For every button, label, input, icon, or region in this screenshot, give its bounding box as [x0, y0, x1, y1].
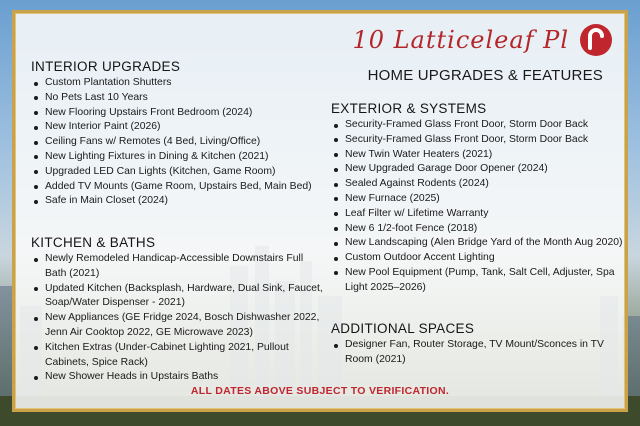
list-item: No Pets Last 10 Years	[31, 91, 321, 106]
list-item: Security-Framed Glass Front Door, Storm Door Back	[331, 118, 623, 133]
list-item: New Lighting Fixtures in Dining & Kitchen (2021)	[31, 150, 321, 165]
section-heading: KITCHEN & BATHS	[31, 235, 156, 250]
list-item: Upgraded LED Can Lights (Kitchen, Game Room)	[31, 165, 321, 180]
exterior-systems-list	[331, 118, 623, 296]
list-item: Kitchen Extras (Under-Cabinet Lighting 2021, Pullout Cabinets, Spice Rack)	[31, 341, 323, 371]
list-item: Leaf Filter w/ Lifetime Warranty	[331, 207, 623, 222]
list-item: New Shower Heads in Upstairs Baths	[31, 370, 323, 385]
list-item: Newly Remodeled Handicap-Accessible Downstairs Full Bath (2021)	[31, 252, 323, 282]
list-item: New Pool Equipment (Pump, Tank, Salt Cell, Adjuster, Spa Light 2025–2026)	[331, 266, 623, 296]
r-circle-logo-icon	[579, 23, 613, 57]
kitchen-baths-list	[31, 252, 323, 385]
list-item: New Landscaping (Alen Bridge Yard of the Month Aug 2020)	[331, 236, 623, 251]
list-item: New Upgraded Garage Door Opener (2024)	[331, 162, 623, 177]
header	[352, 23, 613, 84]
list-item: Security-Framed Glass Front Door, Storm Door Back	[331, 133, 623, 148]
list-item: New Appliances (GE Fridge 2024, Bosch Dishwasher 2022, Jenn Air Cooktop 2022, GE Microwave 2023)	[31, 311, 323, 341]
interior-upgrades-list	[31, 76, 321, 209]
additional-spaces-section	[331, 321, 623, 368]
list-item: Ceiling Fans w/ Remotes (4 Bed, Living/Office)	[31, 135, 321, 150]
list-item: Custom Outdoor Accent Lighting	[331, 251, 623, 266]
additional-spaces-list	[331, 338, 623, 368]
list-item: Sealed Against Rodents (2024)	[331, 177, 623, 192]
list-item: New Twin Water Heaters (2021)	[331, 148, 623, 163]
list-item: Designer Fan, Router Storage, TV Mount/Sconces in TV Room (2021)	[331, 338, 623, 368]
property-address: 10 Latticeleaf Pl	[352, 26, 569, 54]
list-item: New Furnace (2025)	[331, 192, 623, 207]
list-item: New 6 1/2-foot Fence (2018)	[331, 222, 623, 237]
section-heading: ADDITIONAL SPACES	[331, 321, 475, 336]
page-title: HOME UPGRADES & FEATURES	[367, 67, 603, 84]
list-item: Updated Kitchen (Backsplash, Hardware, Dual Sink, Faucet, Soap/Water Dispenser - 2021)	[31, 282, 323, 312]
list-item: Added TV Mounts (Game Room, Upstairs Bed, Main Bed)	[31, 180, 321, 195]
list-item: New Interior Paint (2026)	[31, 120, 321, 135]
list-item: Safe in Main Closet (2024)	[31, 194, 321, 209]
section-heading: EXTERIOR & SYSTEMS	[331, 101, 487, 116]
brand	[352, 23, 613, 57]
kitchen-baths-section	[31, 235, 323, 385]
exterior-systems-section	[331, 101, 623, 296]
list-item: Custom Plantation Shutters	[31, 76, 321, 91]
list-item: New Flooring Upstairs Front Bedroom (2024)	[31, 106, 321, 121]
verification-disclaimer: ALL DATES ABOVE SUBJECT TO VERIFICATION.	[190, 385, 450, 397]
interior-upgrades-section	[31, 59, 321, 209]
upgrades-card	[12, 10, 628, 412]
section-heading: INTERIOR UPGRADES	[31, 59, 181, 74]
